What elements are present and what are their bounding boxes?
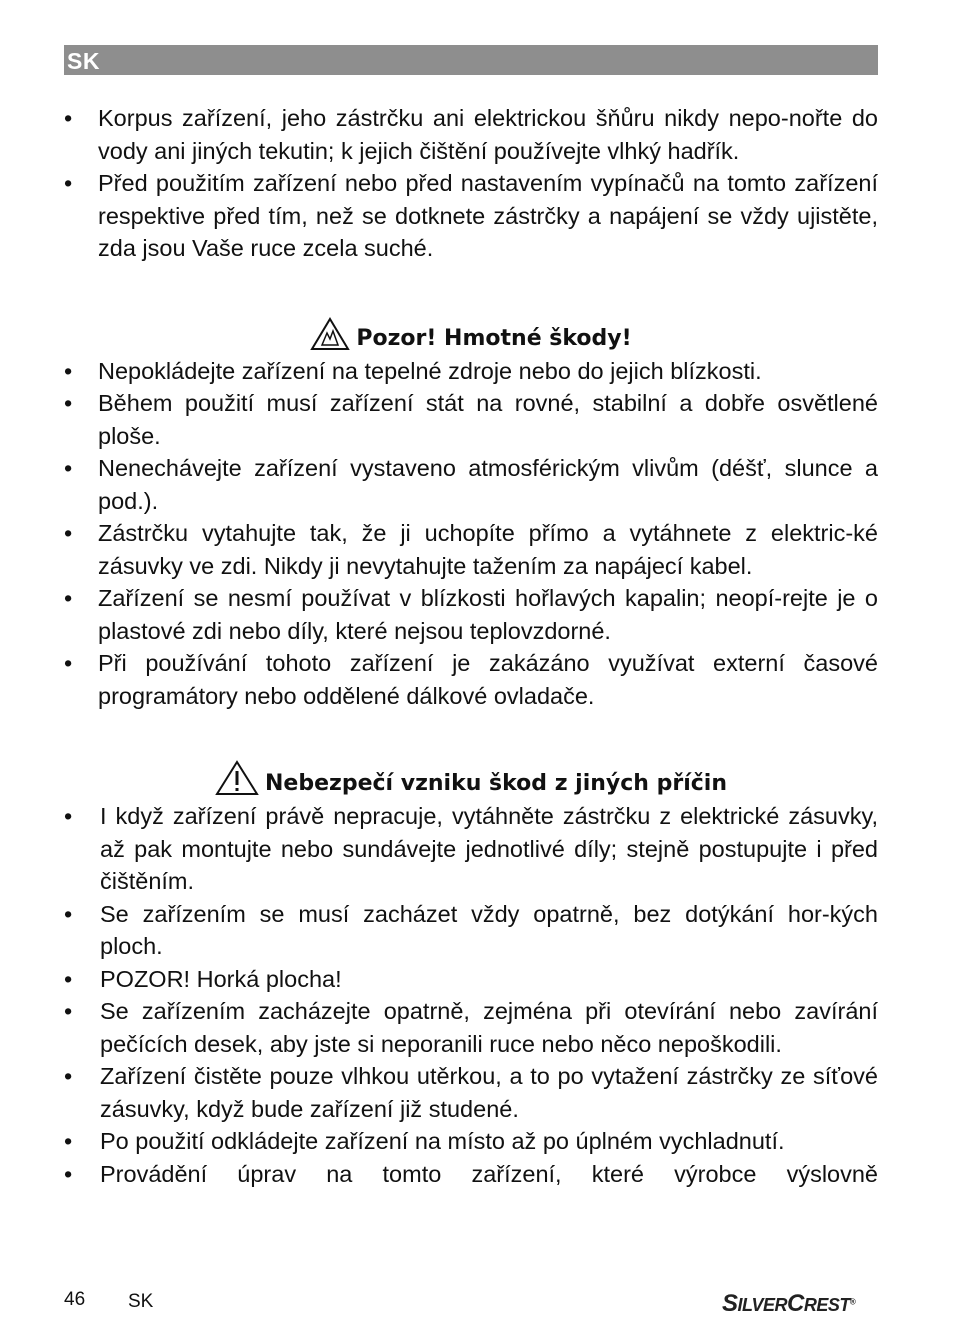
document-body (64, 102, 878, 1190)
list-item: • Provádění úprav na tomto zařízení, které výrobce výslovně (64, 1160, 878, 1187)
list-item: • Při používání tohoto zařízení je zakázáno využívat externí časové programátory nebo oddělené dálkové ovladače. (64, 650, 878, 709)
safety-list-general (64, 102, 878, 265)
brand-logo: SILVERCREST® (722, 1290, 856, 1317)
footer-language: SK (128, 1291, 154, 1312)
safety-list-material (64, 355, 878, 713)
list-item: • Se zařízením zacházejte opatrně, zejména při otevírání nebo zavírání pečících desek, aby jste si neporanili ruce nebo něco nepoškodili. (64, 998, 878, 1057)
language-code: SK (67, 48, 100, 74)
list-item: • Korpus zařízení, jeho zástrčku ani elektrickou šňůru nikdy nepo-nořte do vody ani jiných tekutin; k jejich čištění používejte vlhký hadřík. (64, 105, 878, 164)
warning-hand-icon (310, 317, 350, 351)
list-item: • POZOR! Horká plocha! (64, 965, 342, 992)
list-item: • Nepokládejte zařízení na tepelné zdroje nebo do jejich blízkosti. (64, 357, 762, 384)
list-item: • Zástrčku vytahujte tak, že ji uchopíte přímo a vytáhnete z elektric-ké zásuvky ve zdi. Nikdy ji nevytahujte tažením za napájecí kabel. (64, 520, 878, 579)
list-item: • Během použití musí zařízení stát na rovné, stabilní a dobře osvětlené ploše. (64, 390, 878, 449)
language-header-bar (64, 45, 878, 75)
list-item: • Před použitím zařízení nebo před nastavením vypínačů na tomto zařízení respektive před tím, než se dotknete zástrčky a napájení se vždy ujistěte, zda jsou Vaše ruce zcela suché. (64, 170, 878, 261)
list-item: • Nenechávejte zařízení vystaveno atmosférickým vlivům (déšť, slunce a pod.). (64, 455, 878, 514)
heading-material-damage: Pozor! Hmotné škody! (64, 317, 878, 355)
heading-other-damage: Nebezpečí vzniku škod z jiných příčin (64, 760, 878, 800)
list-item: • Se zařízením se musí zacházet vždy opatrně, bez dotýkání hor-kých ploch. (64, 900, 878, 959)
list-item: • Zařízení se nesmí používat v blízkosti hořlavých kapalin; neopí-rejte je o plastové zdi nebo díly, které nejsou teplovzdorné. (64, 585, 878, 644)
page-number: 46 (64, 1289, 86, 1310)
list-item: • I když zařízení právě nepracuje, vytáhněte zástrčku z elektrické zásuvky, až pak montujte nebo sundávejte jednotlivé díly; stejně postupujte i před čištěním. (64, 803, 878, 894)
warning-triangle-icon (215, 760, 259, 796)
list-item: • Zařízení čistěte pouze vlhkou utěrkou, a to po vytažení zástrčky ze síťové zásuvky, když bude zařízení již studené. (64, 1063, 878, 1122)
list-item: • Po použití odkládejte zařízení na místo až po úplném vychladnutí. (64, 1128, 785, 1154)
safety-list-other (64, 800, 878, 1190)
